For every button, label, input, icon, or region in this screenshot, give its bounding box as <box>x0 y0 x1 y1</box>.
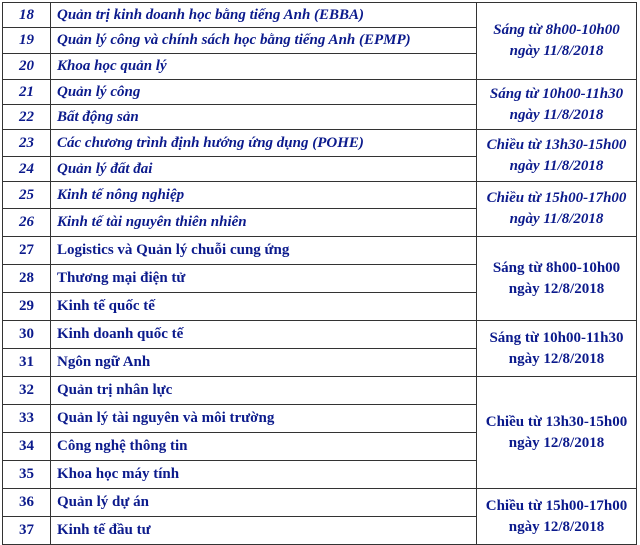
table-row <box>3 321 637 349</box>
row-number: 20 <box>3 54 51 80</box>
program-name: Quản lý dự án <box>51 489 477 517</box>
exam-time-slot <box>477 489 637 545</box>
program-name: Kinh tế tài nguyên thiên nhiên <box>51 209 477 237</box>
program-name: Quản trị nhân lực <box>51 377 477 405</box>
exam-time-slot <box>477 321 637 377</box>
table-row <box>3 80 637 105</box>
exam-time-slot <box>477 182 637 237</box>
row-number: 33 <box>3 405 51 433</box>
row-number: 22 <box>3 105 51 130</box>
program-name: Các chương trình định hướng ứng dụng (POHE) <box>51 130 477 157</box>
program-name: Quản lý tài nguyên và môi trường <box>51 405 477 433</box>
row-number: 35 <box>3 461 51 489</box>
table-row <box>3 130 637 157</box>
table-row <box>3 377 637 405</box>
program-name: Quản lý công <box>51 80 477 105</box>
table-row <box>3 237 637 265</box>
exam-time-slot <box>477 377 637 489</box>
row-number: 36 <box>3 489 51 517</box>
exam-schedule-table <box>2 2 637 545</box>
program-name: Thương mại điện tử <box>51 265 477 293</box>
exam-date-line: ngày 11/8/2018 <box>509 157 604 174</box>
program-name: Quản lý đất đai <box>51 157 477 182</box>
row-number: 30 <box>3 321 51 349</box>
row-number: 37 <box>3 517 51 545</box>
row-number: 24 <box>3 157 51 182</box>
exam-date-line: ngày 11/8/2018 <box>509 211 604 227</box>
row-number: 23 <box>3 130 51 157</box>
exam-time-line: Chiều từ 15h00-17h00 <box>485 497 628 514</box>
program-name: Khoa học quản lý <box>51 54 477 80</box>
row-number: 25 <box>3 182 51 209</box>
exam-date-line: ngày 12/8/2018 <box>508 350 605 367</box>
table-row <box>3 182 637 209</box>
exam-time-slot <box>477 130 637 182</box>
row-number: 31 <box>3 349 51 377</box>
row-number: 34 <box>3 433 51 461</box>
row-number: 19 <box>3 28 51 54</box>
exam-time-line: Chiều từ 13h30-15h00 <box>485 413 628 430</box>
row-number: 29 <box>3 293 51 321</box>
exam-time-line: Chiều từ 15h00-17h00 <box>486 190 627 206</box>
program-name: Công nghệ thông tin <box>51 433 477 461</box>
table-row <box>3 3 637 28</box>
program-name: Kinh tế nông nghiệp <box>51 182 477 209</box>
exam-time-slot <box>477 80 637 130</box>
program-name: Kinh tế đầu tư <box>51 517 477 545</box>
exam-date-line: ngày 12/8/2018 <box>508 434 605 451</box>
program-name: Kinh doanh quốc tế <box>51 321 477 349</box>
exam-time-line: Sáng từ 8h00-10h00 <box>492 259 621 276</box>
exam-time-line: Sáng từ 8h00-10h00 <box>493 22 620 38</box>
exam-time-slot <box>477 237 637 321</box>
row-number: 32 <box>3 377 51 405</box>
row-number: 28 <box>3 265 51 293</box>
row-number: 27 <box>3 237 51 265</box>
table-row <box>3 489 637 517</box>
row-number: 26 <box>3 209 51 237</box>
program-name: Bất động sản <box>51 105 477 130</box>
program-name: Logistics và Quản lý chuỗi cung ứng <box>51 237 477 265</box>
exam-date-line: ngày 11/8/2018 <box>509 43 604 59</box>
row-number: 18 <box>3 3 51 28</box>
exam-date-line: ngày 11/8/2018 <box>509 106 604 123</box>
exam-time-line: Sáng từ 10h00-11h30 <box>489 85 624 102</box>
exam-time-line: Sáng từ 10h00-11h30 <box>489 329 624 346</box>
exam-time-line: Chiều từ 13h30-15h00 <box>486 136 627 153</box>
program-name: Ngôn ngữ Anh <box>51 349 477 377</box>
exam-date-line: ngày 12/8/2018 <box>508 518 605 535</box>
program-name: Khoa học máy tính <box>51 461 477 489</box>
exam-time-slot <box>477 3 637 80</box>
program-name: Kinh tế quốc tế <box>51 293 477 321</box>
exam-date-line: ngày 12/8/2018 <box>508 280 605 297</box>
program-name: Quản lý công và chính sách học bằng tiếng Anh (EPMP) <box>51 28 477 54</box>
program-name: Quản trị kinh doanh học bằng tiếng Anh (EBBA) <box>51 3 477 28</box>
row-number: 21 <box>3 80 51 105</box>
